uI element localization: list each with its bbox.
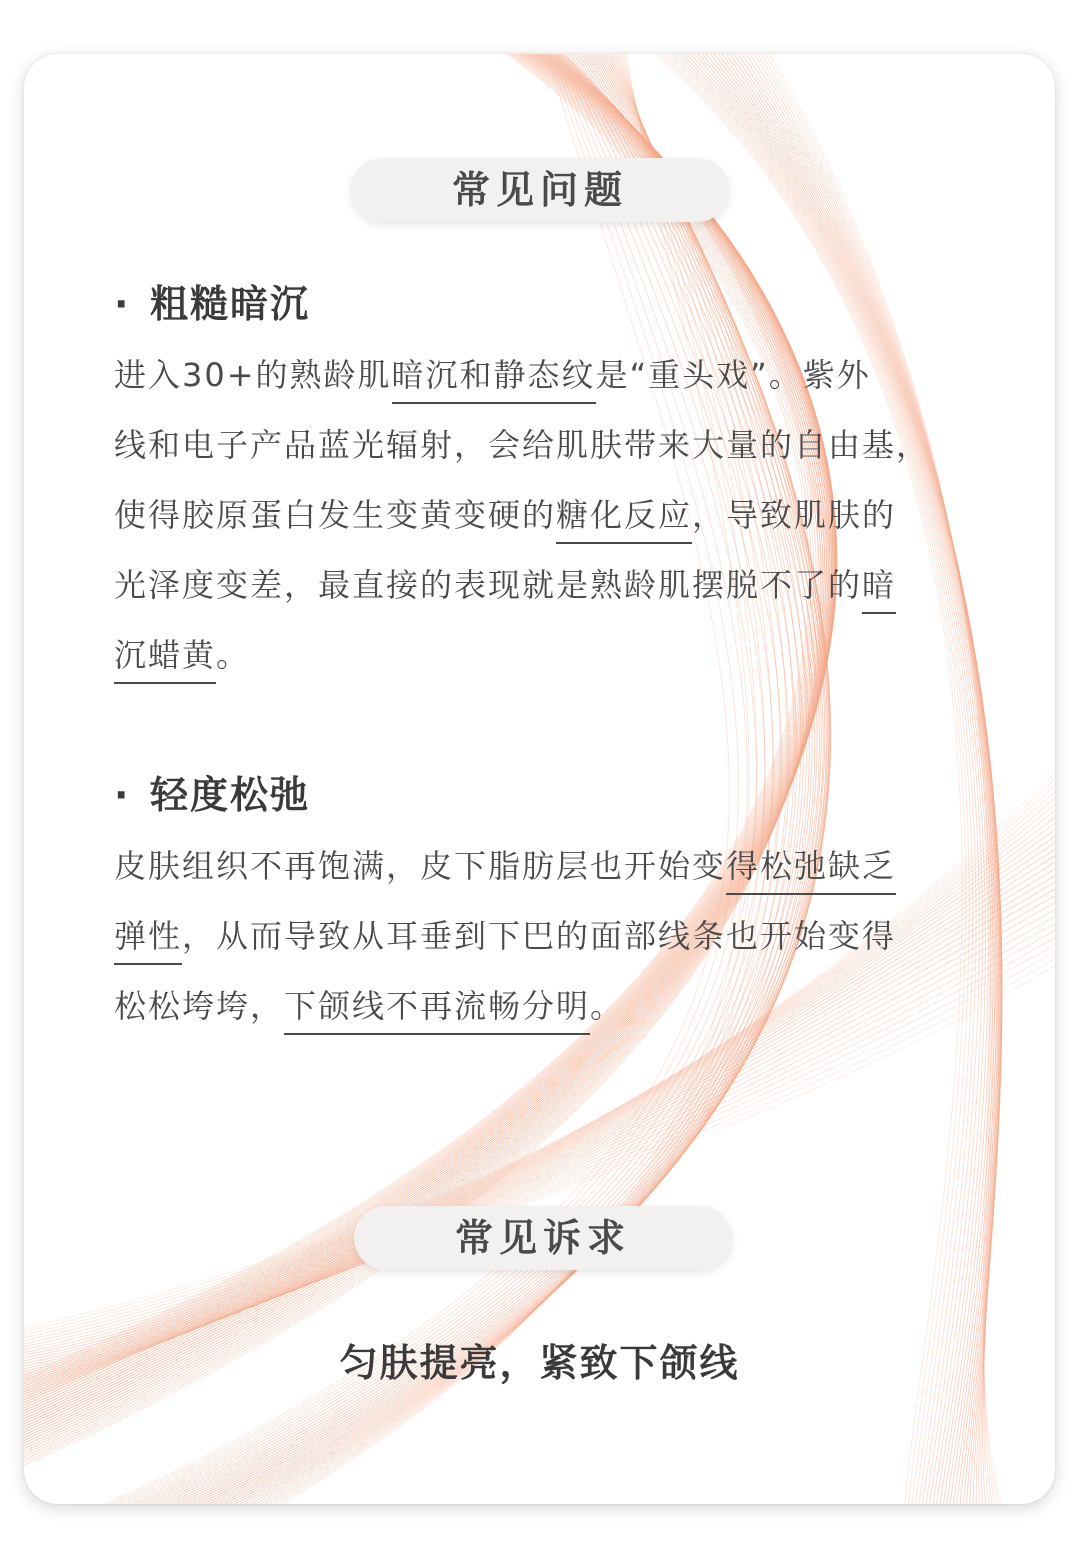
section-body-mild-sagging [114, 841, 984, 1051]
body-text: ，导致肌肤的 [692, 496, 897, 534]
section-title-rough-dull [114, 279, 310, 329]
body-text: 松松垮垮， [114, 987, 285, 1025]
appeal-text: 匀肤提亮，紧致下颌线 [339, 1341, 740, 1385]
underlined-keyword: 得松弛缺乏 [726, 847, 896, 895]
appeals-section-label: 常见诉求 [354, 1206, 732, 1270]
faq-section-label: 常见问题 [351, 158, 729, 222]
body-text: 进入30+的熟龄肌 [114, 356, 392, 394]
body-line [114, 420, 984, 490]
body-line [114, 560, 984, 630]
section-title-text: 轻度松弛 [150, 773, 311, 817]
body-text: 皮肤组织不再饱满，皮下脂肪层也开始变 [114, 847, 727, 885]
body-line [114, 841, 984, 911]
body-text: ，从而导致从耳垂到下巴的面部线条也开始变得 [182, 917, 897, 955]
bullet-dot: · [114, 282, 131, 326]
section-title-mild-sagging [114, 770, 310, 820]
body-text: 。 [590, 987, 625, 1025]
body-text: 线和电子产品蓝光辐射，会给肌肤带来大量的自由基， [114, 426, 931, 464]
underlined-keyword: 下颌线不再流畅分明 [284, 987, 590, 1035]
body-line [114, 630, 984, 700]
body-line [114, 981, 984, 1051]
underlined-keyword: 弹性 [114, 917, 182, 965]
body-text: 。 [216, 636, 251, 674]
body-line [114, 350, 984, 420]
underlined-keyword: 沉蜡黄 [114, 636, 216, 684]
body-text: 光泽度变差，最直接的表现就是熟龄肌摆脱不了的 [114, 566, 863, 604]
underlined-keyword: 暗 [862, 566, 896, 614]
body-line [114, 490, 984, 560]
body-line [114, 911, 984, 981]
bullet-dot: · [114, 773, 131, 817]
section-title-text: 粗糙暗沉 [150, 282, 311, 326]
body-text: 使得胶原蛋白发生变黄变硬的 [114, 496, 557, 534]
body-text: 是“重头戏”。紫外 [595, 356, 871, 394]
section-body-rough-dull [114, 350, 984, 700]
underlined-keyword: 糖化反应 [556, 496, 692, 544]
content-card [24, 54, 1055, 1504]
underlined-keyword: 暗沉和静态纹 [392, 356, 596, 404]
